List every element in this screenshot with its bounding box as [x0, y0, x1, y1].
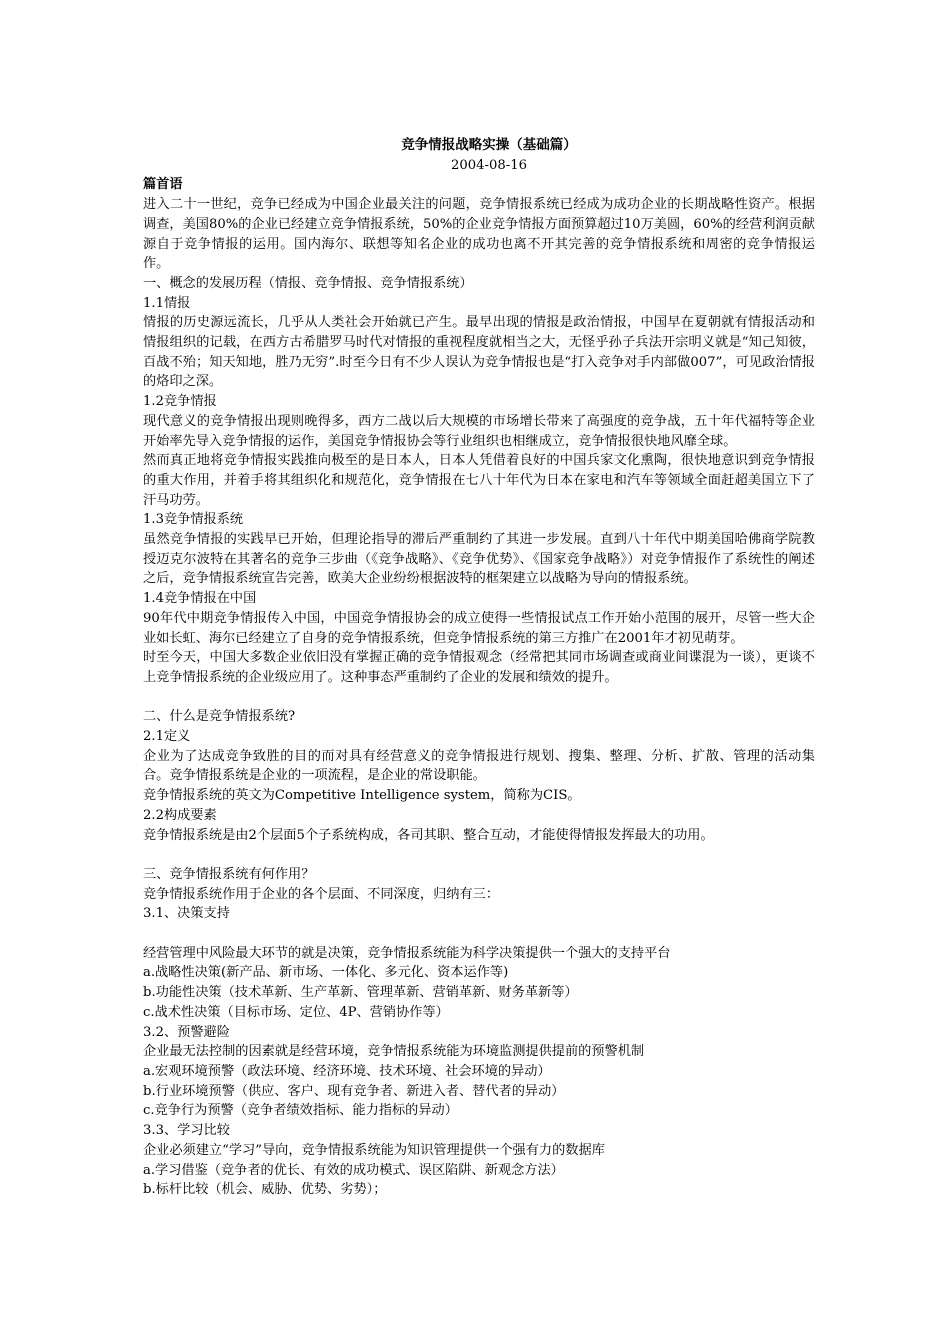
document-date: 2004-08-16: [450, 157, 528, 173]
section-1-3-heading: 1.3竞争情报系统: [143, 512, 244, 528]
blank-line: [143, 688, 815, 708]
section-1-heading: 一、概念的发展历程（情报、竞争情报、竞争情报系统）: [143, 275, 473, 291]
section-1-3-paragraph: 虽然竞争情报的实践早已开始，但理论指导的滞后严重制约了其进一步发展。直到八十年代中期美国哈佛商学院教授迈克尔波特在其著名的竞争三步曲（《竞争战略》、《竞争优势》、《国家竞争战略》）对竞争情报作了系统性的阐述之后，竞争情报系统宣告完善，欧美大企业纷纷根据波特的框架建立以战略为导向的情报系统。: [143, 532, 815, 587]
list-item: a.学习借鉴（竞争者的优长、有效的成功模式、误区陷阱、新观念方法）: [143, 1162, 564, 1178]
section-2-2-heading: 2.2构成要素: [143, 807, 217, 823]
section-3-1-paragraph: 经营管理中风险最大环节的就是决策，竞争情报系统能为科学决策提供一个强大的支持平台: [143, 945, 671, 961]
section-2-heading: 二、什么是竞争情报系统?: [143, 709, 296, 725]
blank-line: [143, 845, 815, 865]
section-1-4-heading: 1.4竞争情报在中国: [143, 591, 257, 607]
section-3-3-paragraph: 企业必须建立“学习”导向，竞争情报系统能为知识管理提供一个强有力的数据库: [143, 1142, 605, 1158]
section-1-2-heading: 1.2竞争情报: [143, 394, 217, 410]
list-item: c.战术性决策（目标市场、定位、4P、营销协作等）: [143, 1004, 449, 1020]
section-3-2-paragraph: 企业最无法控制的因素就是经营环境，竞争情报系统能为环境监测提供提前的预警机制: [143, 1044, 645, 1060]
section-1-4-paragraph-1: 90年代中期竞争情报传入中国，中国竞争情报协会的成立使得一些情报试点工作开始小范围的展开，尽管一些大企业如长虹、海尔已经建立了自身的竞争情报系统，但竞争情报系统的第三方推广在2001年才初见萌芽。: [143, 610, 815, 646]
section-1-2-paragraph-1: 现代意义的竞争情报出现则晚得多，西方二战以后大规模的市场增长带来了高强度的竞争战，五十年代福特等企业开始率先导入竞争情报的运作，美国竞争情报协会等行业组织也相继成立，竞争情报很快地风靡全球。: [143, 413, 815, 449]
document-title: 竞争情报战略实操（基础篇）: [401, 137, 577, 153]
preface-paragraph: 进入二十一世纪，竞争已经成为中国企业最关注的问题，竞争情报系统已经成为成功企业的长期战略性资产。根据调查，美国80%的企业已经建立竞争情报系统，50%的企业竞争情报方面预算超过10万美圆，60%的经营利润贡献源自于竞争情报的运用。国内海尔、联想等知名企业的成功也离不开其完善的竞争情报系统和周密的竞争情报运作。: [143, 197, 815, 272]
list-item: b.行业环境预警（供应、客户、现有竞争者、新进入者、替代者的异动）: [143, 1083, 565, 1099]
list-item: a.宏观环境预警（政法环境、经济环境、技术环境、社会环境的异动）: [143, 1064, 551, 1079]
section-2-2-paragraph: 竞争情报系统是由2个层面5个子系统构成，各司其职、整合互动，才能使得情报发挥最大的功用。: [143, 827, 714, 843]
section-3-2-heading: 3.2、预警避险: [143, 1024, 230, 1040]
section-2-1-paragraph-2: 竞争情报系统的英文为Competitive Intelligence system，简称为CIS。: [143, 788, 581, 804]
document-page: [143, 136, 815, 1200]
section-2-1-paragraph-1: 企业为了达成竞争致胜的目的而对具有经营意义的竞争情报进行规划、搜集、整理、分析、扩散、管理的活动集合。竞争情报系统是企业的一项流程，是企业的常设职能。: [143, 748, 815, 784]
list-item: b.功能性决策（技术革新、生产革新、管理革新、营销革新、财务革新等）: [143, 985, 578, 1001]
blank-line: [143, 924, 815, 944]
section-1-2-paragraph-2: 然而真正地将竞争情报实践推向极至的是日本人，日本人凭借着良好的中国兵家文化熏陶，很快地意识到竞争情报的重大作用，并着手将其组织化和规范化，竞争情报在七八十年代为日本在家电和汽车等领域全面赶超美国立下了汗马功劳。: [143, 453, 815, 508]
section-3-intro: 竞争情报系统作用于企业的各个层面、不同深度，归纳有三：: [143, 886, 500, 902]
preface-heading: 篇首语: [143, 177, 183, 193]
section-1-1-paragraph: 情报的历史源远流长，几乎从人类社会开始就已产生。最早出现的情报是政治情报，中国早在夏朝就有情报活动和情报组织的记载，在西方古希腊罗马时代对情报的重视程度就相当之大，无怪乎孙子兵法开宗明义就是“知己知彼，百战不殆；知天知地，胜乃无穷”.时至今日有不少人误认为竞争情报也是“打入竞争对手内部做007”，可见政治情报的烙印之深。: [143, 315, 815, 390]
section-1-1-heading: 1.1情报: [143, 295, 191, 311]
section-3-3-heading: 3.3、学习比较: [143, 1123, 230, 1139]
list-item: c.竞争行为预警（竞争者绩效指标、能力指标的异动）: [143, 1103, 458, 1119]
section-3-1-heading: 3.1、决策支持: [143, 906, 230, 922]
section-2-1-heading: 2.1定义: [143, 729, 191, 745]
section-3-heading: 三、竞争情报系统有何作用？: [143, 866, 315, 882]
list-item: a.战略性决策(新产品、新市场、一体化、多元化、资本运作等): [143, 965, 509, 981]
section-1-4-paragraph-2: 时至今天，中国大多数企业依旧没有掌握正确的竞争情报观念（经常把其同市场调查或商业间谍混为一谈），更谈不上竞争情报系统的企业级应用了。这种事态严重制约了企业的发展和绩效的提升。: [143, 650, 815, 685]
list-item: b.标杆比较（机会、威胁、优势、劣势）；: [143, 1182, 387, 1198]
